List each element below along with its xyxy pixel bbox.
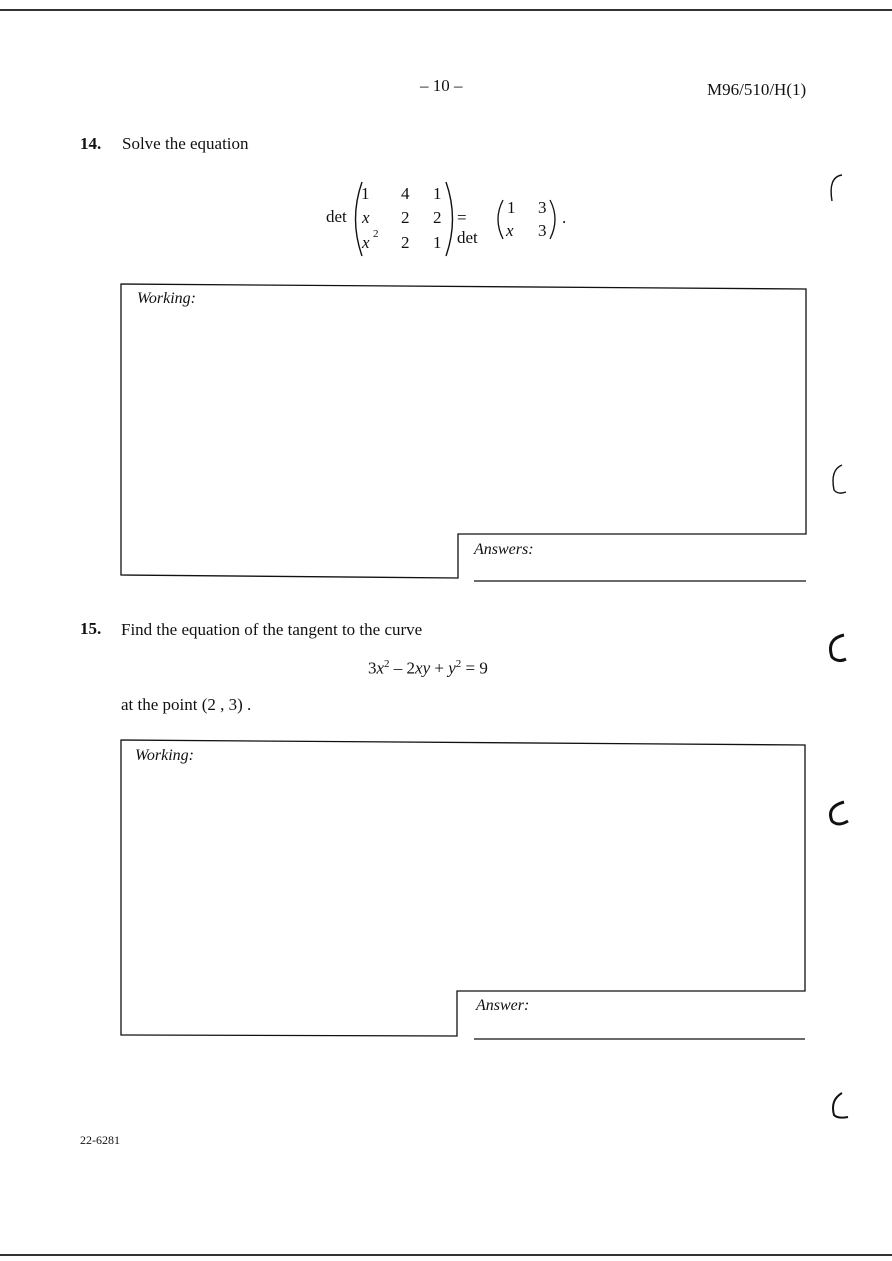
m-r3c1: x [362, 233, 370, 252]
m-r1c2: 4 [401, 184, 410, 203]
curve-coeff-3: 3 [368, 658, 377, 678]
m-r2c1: x [362, 208, 370, 227]
working-label-15: Working: [135, 747, 194, 764]
m-r3c2: 2 [401, 233, 410, 252]
n-r1c1: 1 [507, 198, 516, 217]
equation-period: . [562, 208, 567, 227]
x-squared-exponent: 2 [373, 228, 379, 240]
curve-minus-2: – 2 [393, 658, 416, 678]
binding-hole-marks [820, 165, 860, 1125]
footer-code: 22-6281 [80, 1133, 120, 1147]
m-r1c1: 1 [361, 184, 370, 203]
n-r2c1: x [506, 221, 514, 240]
answers-label-14: Answers: [474, 541, 534, 558]
paper-code: M96/510/H(1) [707, 80, 807, 99]
n-r1c2: 3 [538, 198, 547, 217]
working-label-14: Working: [137, 290, 196, 307]
question-15-number: 15. [80, 619, 102, 638]
n-r2c2: 3 [538, 221, 547, 240]
bottom-rule [0, 1254, 892, 1256]
equals-det-label: = det [457, 208, 478, 247]
point-text: at the point (2 , 3) . [121, 695, 252, 714]
curve-plus: + [434, 658, 444, 678]
det-left-label: det [326, 207, 347, 226]
question-15-prompt: Find the equation of the tangent to the curve [121, 620, 423, 639]
m-r1c3: 1 [433, 184, 442, 203]
m-r2c3: 2 [433, 208, 442, 227]
curve-equation: $3x^2 - 2xy + y^2 = 9$ [368, 658, 488, 678]
page-number: – 10 – [420, 76, 463, 95]
question-14-prompt: Solve the equation [122, 134, 249, 153]
m-r2c2: 2 [401, 208, 410, 227]
m-r3c3: 1 [433, 233, 442, 252]
question-14-number: 14. [80, 134, 102, 153]
answer-label-15: Answer: [476, 997, 530, 1014]
curve-equals-9: = 9 [465, 658, 488, 678]
